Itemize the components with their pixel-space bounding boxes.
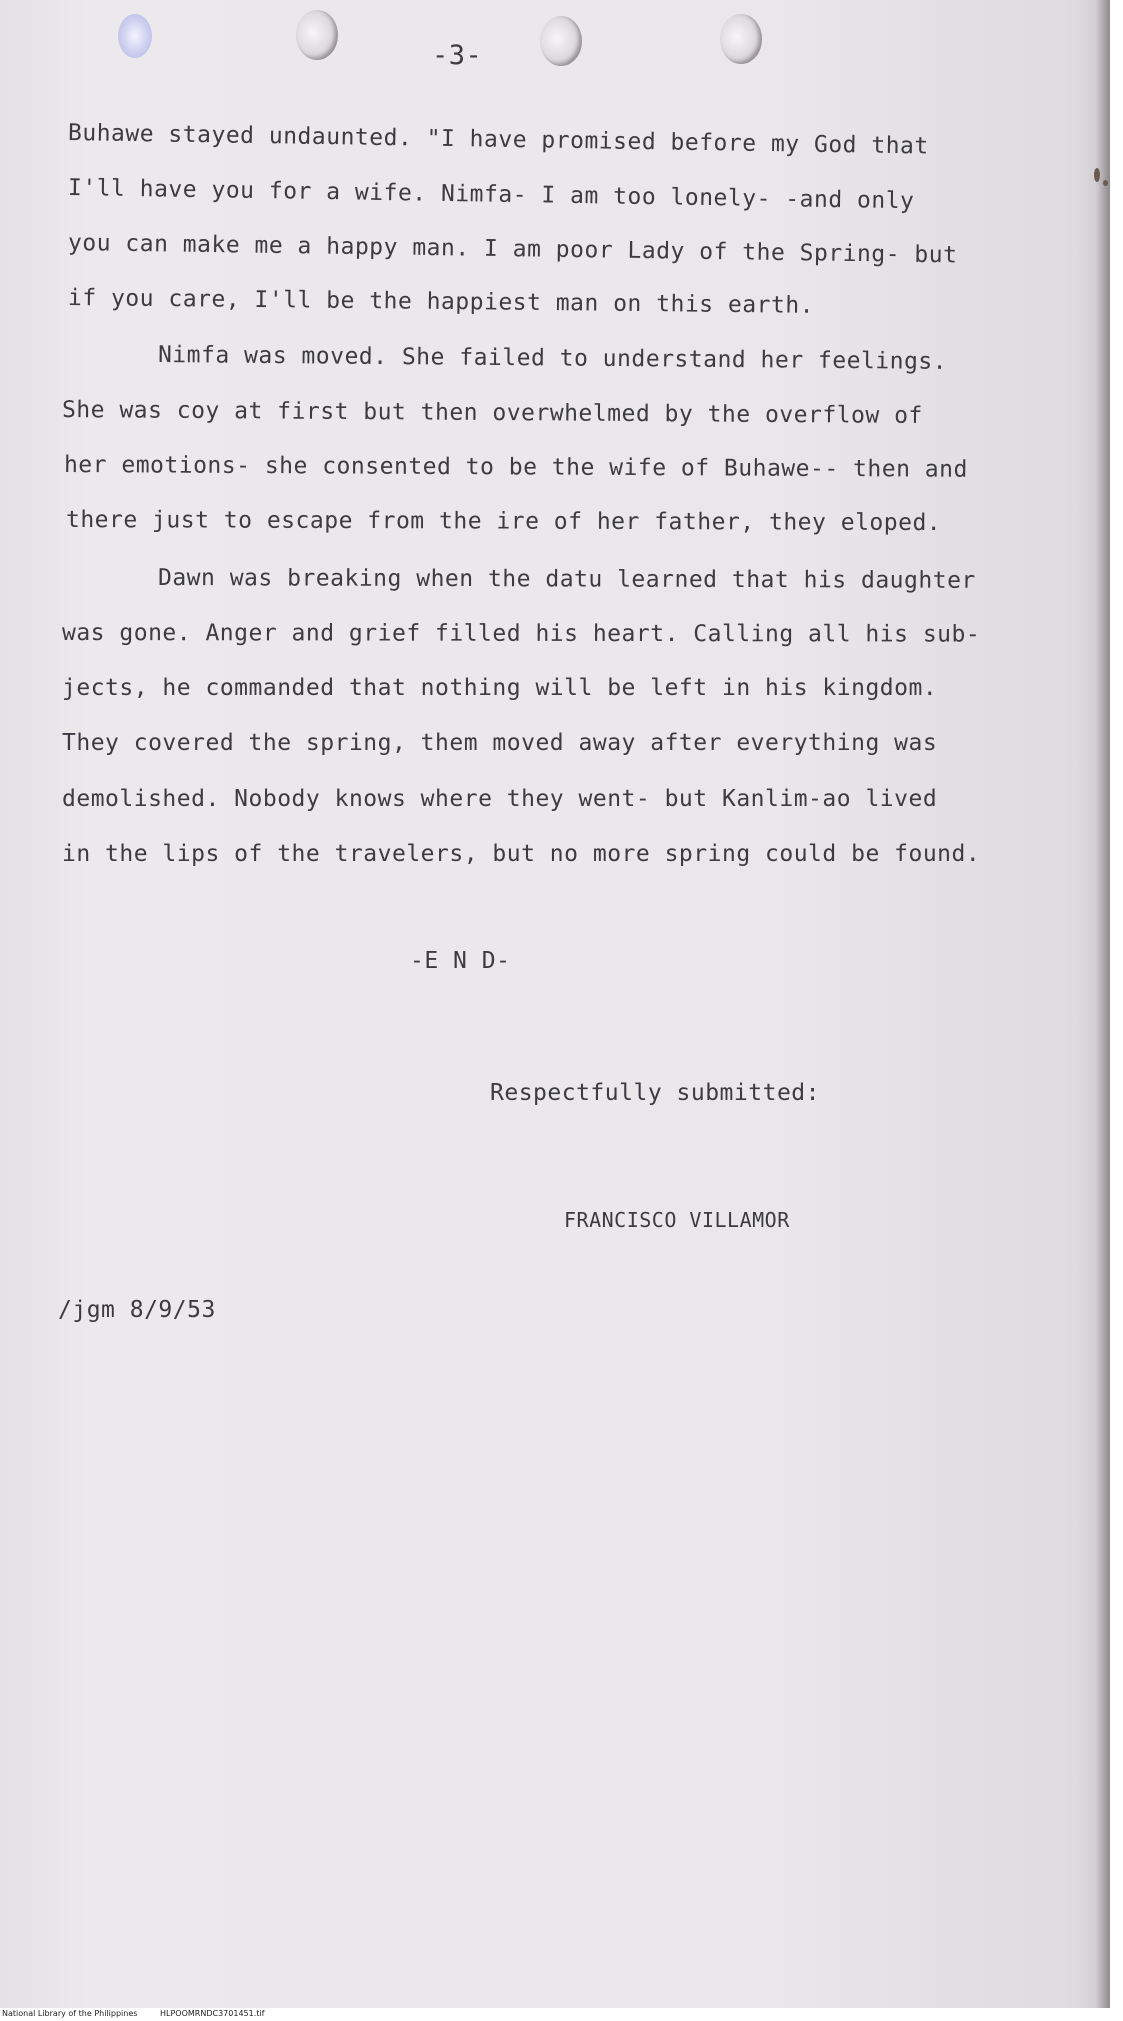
paragraph-1-line: I'll have you for a wife. Nimfa- I am too lonely- -and only — [67, 175, 915, 215]
paragraph-1-line: you can make me a happy man. I am poor Lady of the Spring- but — [67, 230, 958, 269]
punch-hole — [720, 14, 762, 64]
paragraph-3-line: was gone. Anger and grief filled his heart. Calling all his sub- — [61, 620, 981, 648]
paragraph-3-line: Dawn was breaking when the datu learned that his daughter — [157, 565, 976, 594]
closing-line: Respectfully submitted: — [490, 1080, 820, 1106]
paragraph-1-line: Buhawe stayed undaunted. "I have promised before my God that — [67, 120, 929, 160]
punch-hole-mark — [118, 14, 152, 58]
end-marker: -E N D- — [410, 948, 511, 974]
footer-institution: National Library of the Philippines — [2, 2009, 138, 2018]
paragraph-2-line: She was coy at first but then overwhelmed by the overflow of — [61, 397, 923, 430]
paragraph-2-line: Nimfa was moved. She failed to understand her feelings. — [157, 342, 948, 375]
footer-file-name: HLPOOMRNDC3701451.tif — [160, 2009, 265, 2018]
paragraph-3-line: in the lips of the travelers, but no more spring could be found. — [62, 841, 981, 867]
paragraph-1-line: if you care, I'll be the happiest man on this earth. — [67, 285, 815, 319]
page-edge-shadow — [1096, 0, 1110, 2008]
punch-hole — [540, 16, 582, 66]
signatory-name: FRANCISCO VILLAMOR — [564, 1208, 790, 1232]
paragraph-2-line: her emotions- she consented to be the wife of Buhawe-- then and — [63, 452, 968, 483]
paragraph-2-line: there just to escape from the ire of her father, they eloped. — [65, 507, 942, 537]
paper-speck — [1094, 168, 1100, 182]
paragraph-3-line: jects, he commanded that nothing will be left in his kingdom. — [62, 675, 938, 701]
paragraph-3-line: demolished. Nobody knows where they went- but Kanlim-ao lived — [62, 786, 938, 812]
paragraph-3-line: They covered the spring, them moved away after everything was — [62, 730, 938, 756]
punch-hole — [296, 10, 338, 60]
page-number: -3- — [432, 40, 483, 71]
reference-initials-date: /jgm 8/9/53 — [58, 1297, 216, 1323]
paper-speck — [1103, 180, 1108, 186]
